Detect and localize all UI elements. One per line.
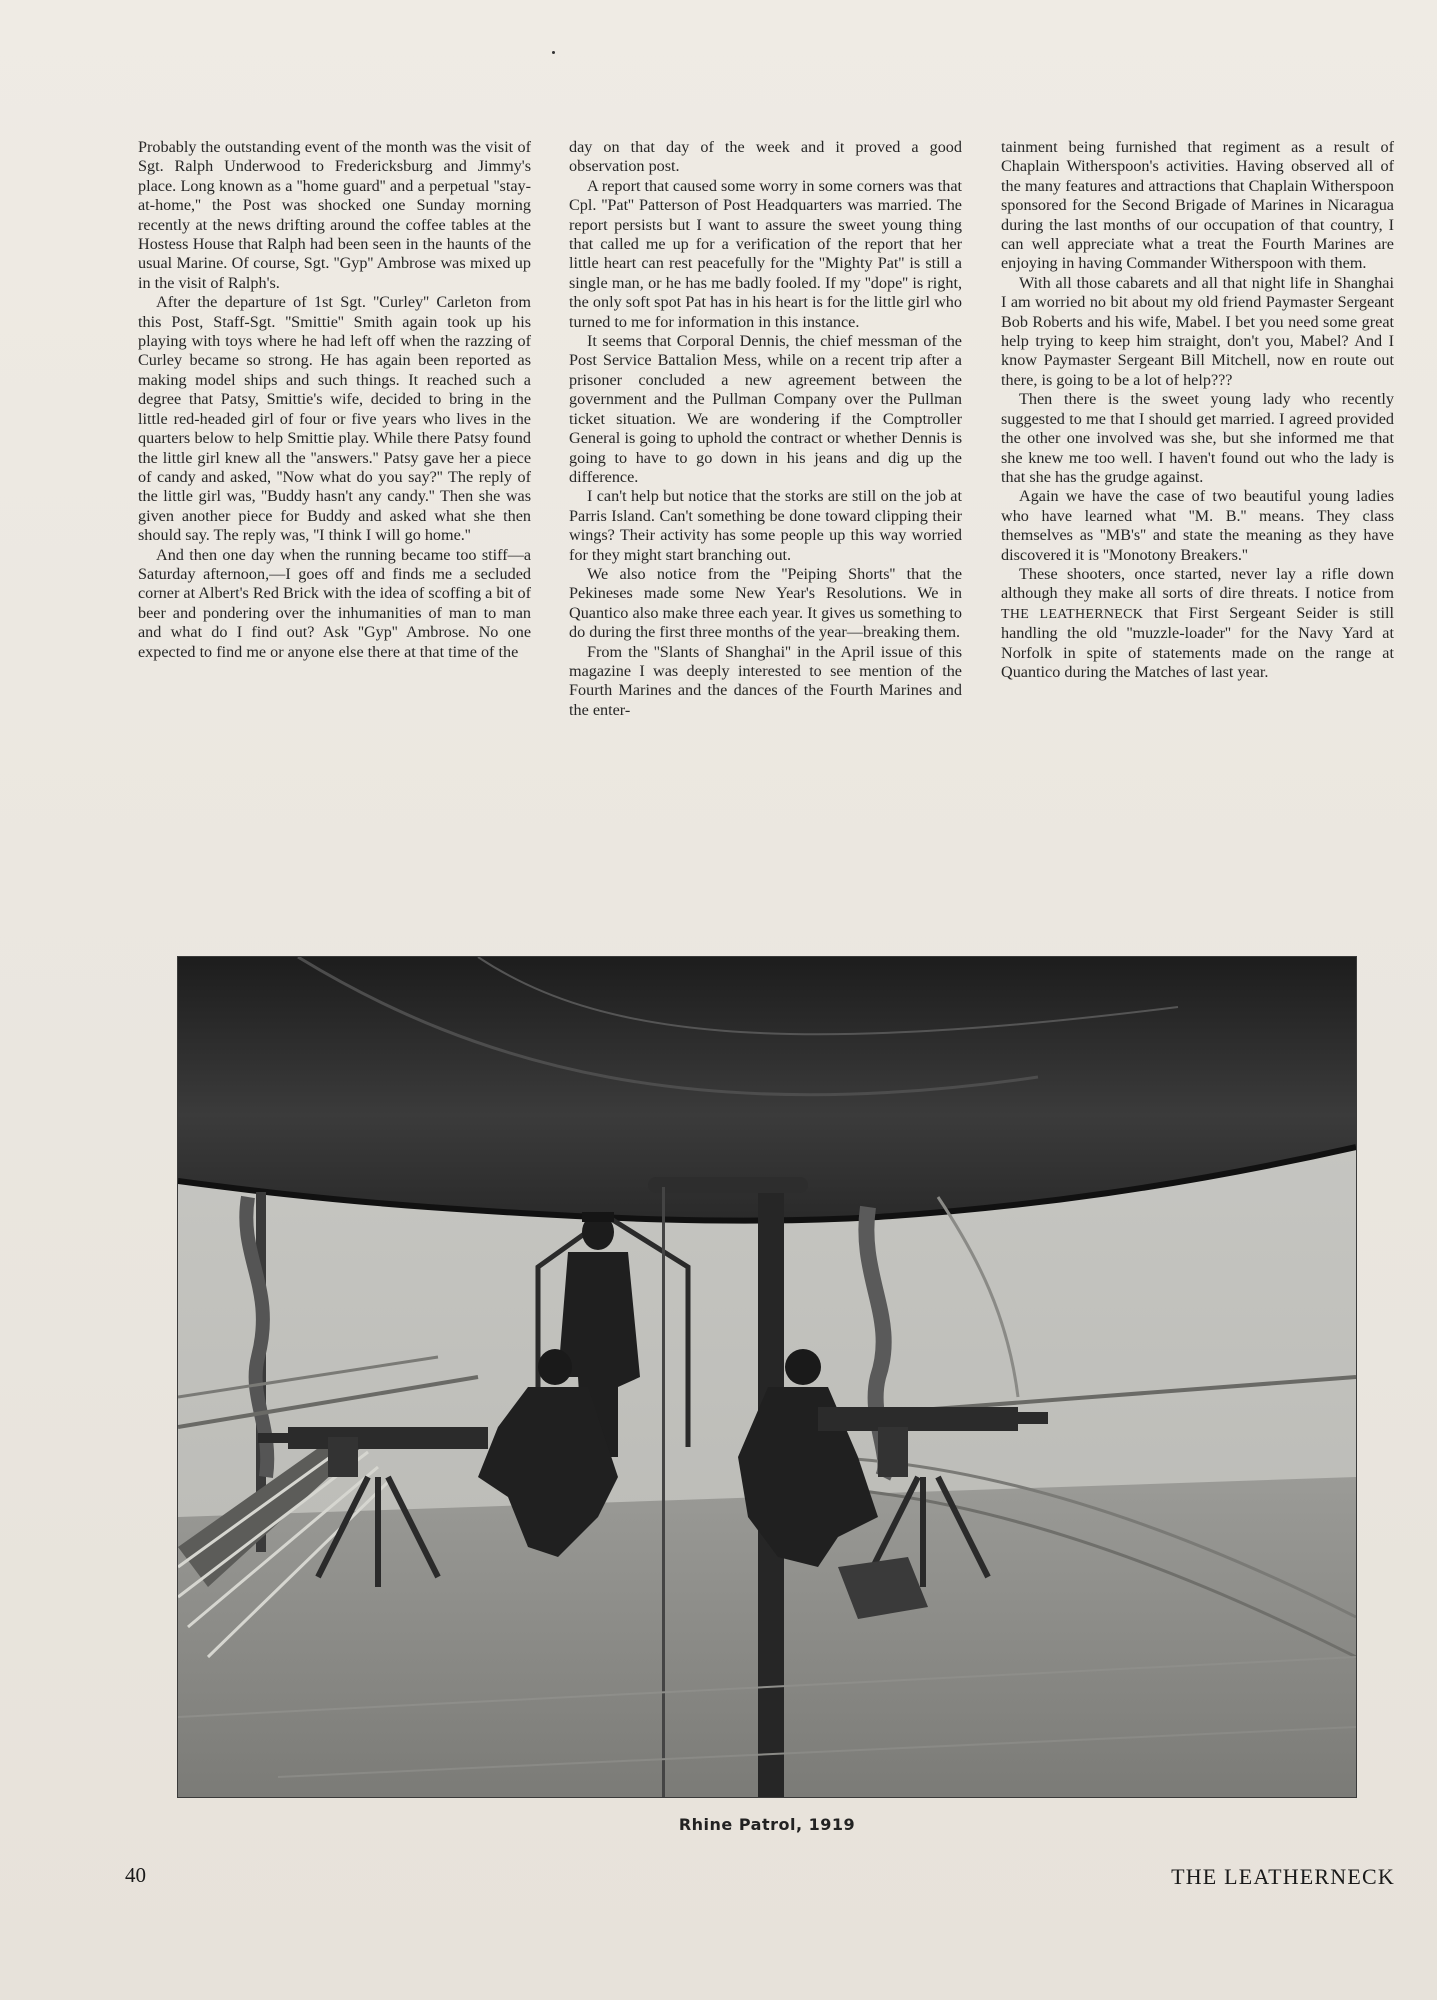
paragraph: A report that caused some worry in some corners was that Cpl. ''Pat'' Patterson of Post Headquarters was married. The report persists but I want to assure the sweet young thing that called me up for a verification of the report that her little heart can rest peacefully for the ''Mighty Pat'' is still a single man, or he has me badly fooled. If my ''dope'' is right, the only soft spot Pat has in his heart is for the little girl who turned to me for information in this instance.	[569, 176, 962, 331]
article-column-2	[569, 138, 962, 720]
paragraph: Again we have the case of two beautiful young ladies who have learned what ''M. B.'' means. They class themselves as ''MB's'' and state the meaning as they have discovered it is ''Monotony Breakers.''	[1001, 487, 1394, 564]
paragraph: Then there is the sweet young lady who recently suggested to me that I should get married. I agreed provided the other one involved was she, but she informed me that she knew me too well. I haven't found out who the lady is that she has the grudge against.	[1001, 390, 1394, 486]
photo-caption: Rhine Patrol, 1919	[678, 1815, 856, 1834]
paragraph: tainment being furnished that regiment as a result of Chaplain Witherspoon's activities. Having observed all of the many features and attractions that Chaplain Witherspoon sponsored for the Second Brigade of Marines in Nicaragua during the last months of our occupation of that country, I can well appreciate what a treat the Fourth Marines are enjoying in having Commander Witherspoon with them.	[1001, 138, 1394, 273]
paragraph: It seems that Corporal Dennis, the chief messman of the Post Service Battalion Mess, while on a recent trip after a prisoner concluded a new agreement between the government and the Pullman Company over the Pullman ticket situation. We are wondering if the Comptroller General is going to uphold the contract or whether Dennis is going to have to go down in his jeans and dig up the difference.	[569, 332, 962, 486]
article-columns	[138, 138, 1403, 938]
magazine-name: THE LEATHERNECK	[1171, 1864, 1395, 1889]
paragraph: day on that day of the week and it proved a good observation post.	[569, 138, 962, 176]
rhine-patrol-photo	[178, 957, 1356, 1797]
photo-illustration	[178, 957, 1356, 1797]
paragraph: I can't help but notice that the storks are still on the job at Parris Island. Can't something be done toward clipping their wings? Their activity has some people up this way worried for they might start branching out.	[569, 487, 962, 564]
paragraph-text: that First Sergeant Seider is still handling the old ''muzzle-loader'' for the Navy Yard at Norfolk in spite of statements made on the range at Quantico during the Matches of last year.	[1001, 603, 1394, 681]
paragraph: We also notice from the ''Peiping Shorts'' that the Pekineses made some New Year's Resolutions. We in Quantico also make three each year. It gives us something to do during the first three months of the year—breaking them.	[569, 564, 962, 642]
magazine-reference: THE LEATHERNECK	[1001, 606, 1144, 622]
paragraph: With all those cabarets and all that night life in Shanghai I am worried no bit about my old friend Paymaster Sergeant Bob Roberts and his wife, Mabel. I bet you need some great help trying to keep him straight, don't you, Mabel? And I know Paymaster Sergeant Bill Mitchell, now en route out there, is going to be a lot of help???	[1001, 273, 1394, 389]
paragraph: And then one day when the running became too stiff—a Saturday afternoon,—I goes off and finds me a secluded corner at Albert's Red Brick with the idea of scoffing a bit of beer and pondering over the inhumanities of man to man and what do I find out? Ask ''Gyp'' Ambrose. No one expected to find me or anyone else there at that time of the	[138, 545, 531, 661]
paragraph: From the ''Slants of Shanghai'' in the April issue of this magazine I was deeply interested to see mention of the Fourth Marines and the dances of the Fourth Marines and the enter-	[569, 642, 962, 719]
paragraph: Probably the outstanding event of the month was the visit of Sgt. Ralph Underwood to Fredericksburg and Jimmy's place. Long known as a ''home guard'' and a perpetual ''stay-at-home,'' the Post was shocked one Sunday morning recently at the news drifting around the coffee tables at the Hostess House that Ralph had been seen in the haunts of the usual Marine. Of course, Sgt. ''Gyp'' Ambrose was mixed up in the visit of Ralph's.	[138, 138, 531, 292]
print-speck	[552, 51, 555, 54]
page-number: 40	[125, 1863, 146, 1887]
article-column-1	[138, 138, 531, 662]
paragraph: After the departure of 1st Sgt. ''Curley'' Carleton from this Post, Staff-Sgt. ''Smittie'' Smith again took up his playing with toys where he had left off when the razzing of Curley became so strong. He has again been reported as making model ships and such things. It reached such a degree that Patsy, Smittie's wife, decided to bring in the little red-headed girl of four or five years who lives in the quarters below to help Smittie play. While there Patsy found the little girl knew all the ''answers.'' Patsy gave her a piece of candy and asked, ''Now what do you say?'' The reply of the little girl was, ''Buddy hasn't any candy.'' Then she was given another piece for Buddy and asked what she then should say. The reply was, ''I think I will go home.''	[138, 293, 531, 545]
paragraph	[1001, 565, 1394, 682]
article-column-3	[1001, 138, 1394, 682]
paragraph-text: These shooters, once started, never lay a rifle down although they make all sorts of dire threats. I notice from	[1001, 564, 1394, 603]
